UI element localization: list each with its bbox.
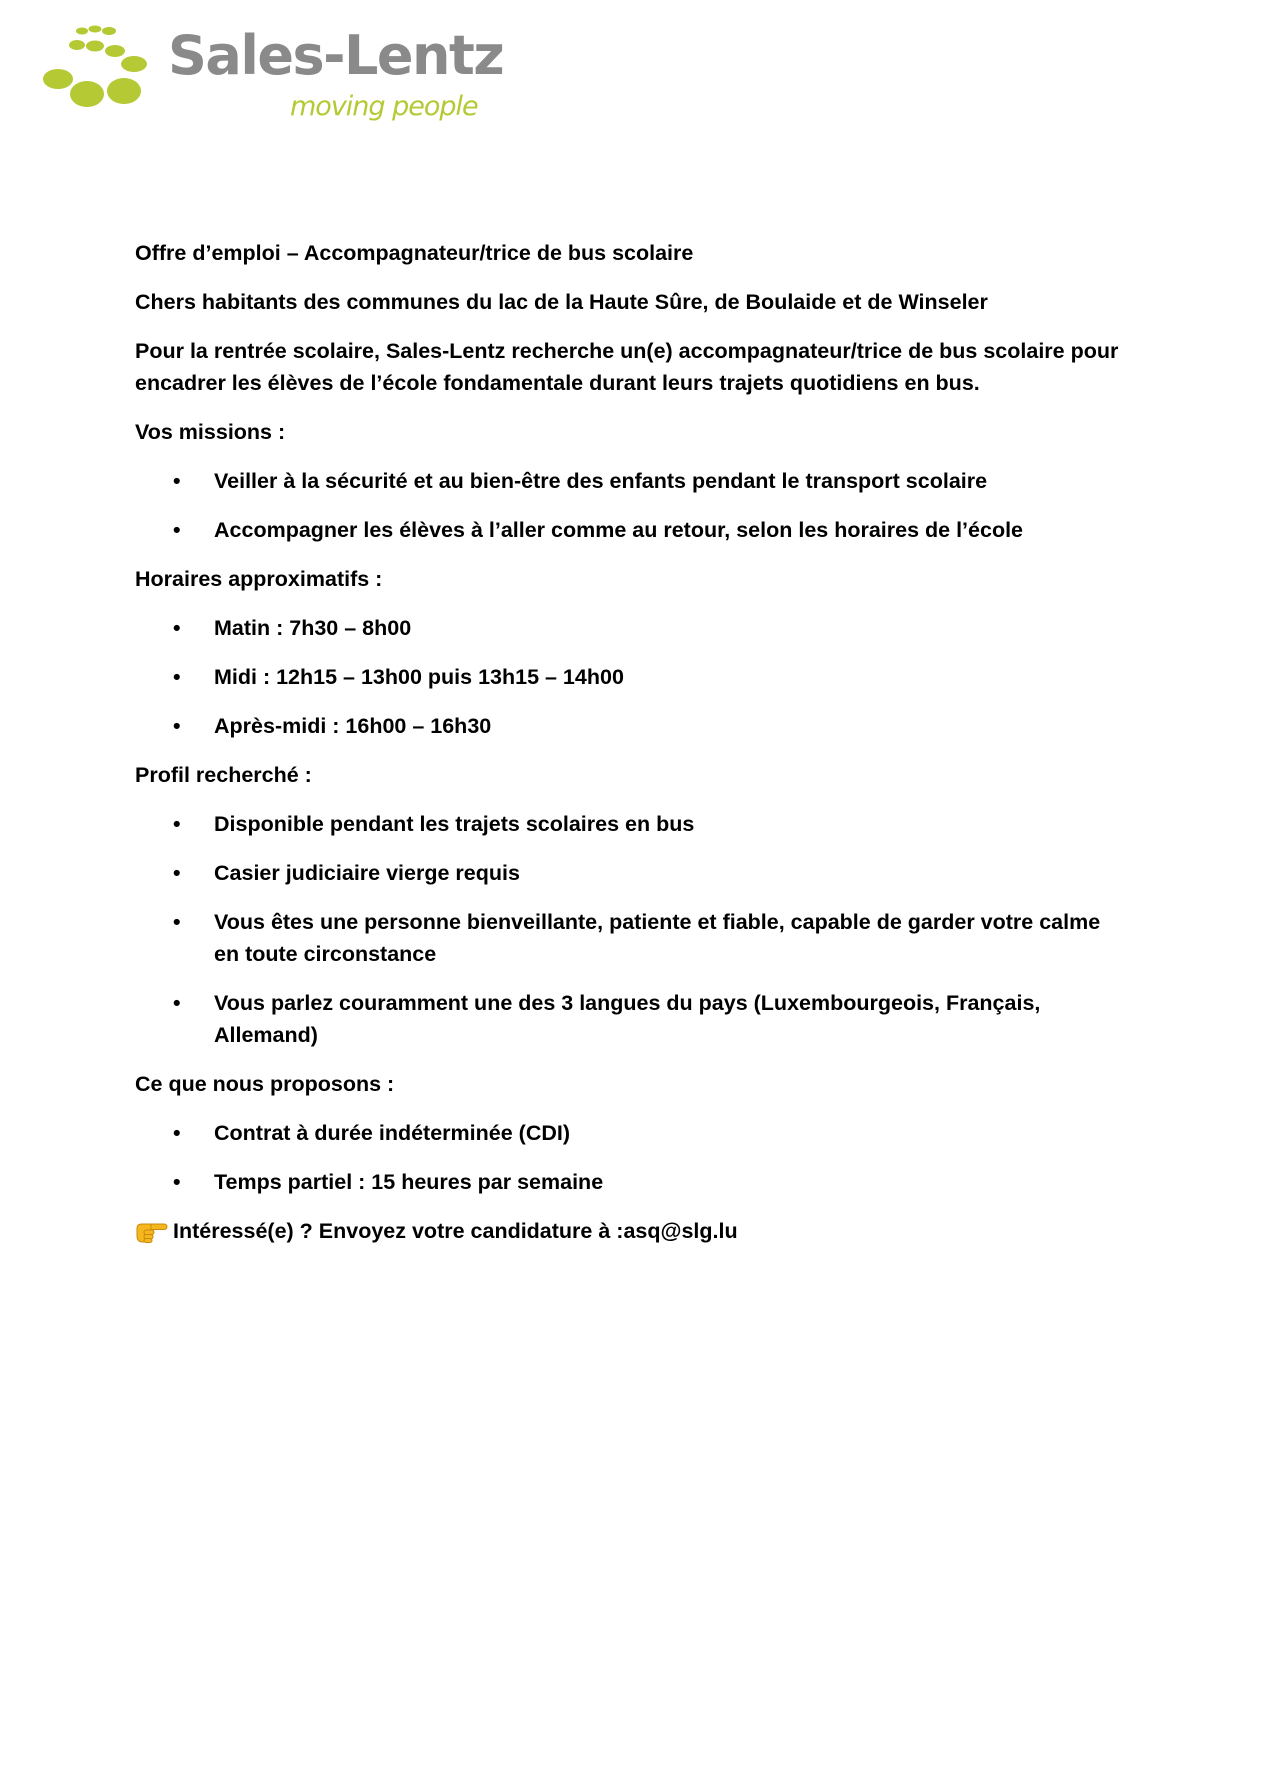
list-item-text: Contrat à durée indéterminée (CDI) — [214, 1121, 570, 1145]
company-logo — [40, 24, 504, 134]
list-item-text: Vous parlez couramment une des 3 langues du pays (Luxembourgeois, Français, Allemand) — [214, 991, 1041, 1047]
schedule-heading: Horaires approximatifs : — [135, 567, 383, 591]
logo-name: Sales-Lentz — [168, 24, 504, 87]
list-item-text: Temps partiel : 15 heures par semaine — [214, 1170, 604, 1194]
offer-list — [135, 1117, 1120, 1198]
pointing-hand-icon — [135, 1215, 169, 1247]
apply-text: Intéressé(e) ? Envoyez votre candidature à : — [173, 1219, 624, 1243]
list-item — [135, 987, 1120, 1051]
bullet: • — [173, 518, 181, 542]
list-item-text: Accompagner les élèves à l’aller comme au retour, selon les horaires de l’école — [214, 518, 1024, 542]
logo-tagline: moving people — [290, 91, 478, 122]
bullet: • — [173, 812, 181, 836]
list-item-text: Disponible pendant les trajets scolaires en bus — [214, 812, 695, 836]
list-item — [135, 514, 1120, 546]
list-item-text: Matin : 7h30 – 8h00 — [214, 616, 412, 640]
list-item-text: Après-midi : 16h00 – 16h30 — [214, 714, 492, 738]
list-item — [135, 661, 1120, 693]
bullet: • — [173, 991, 181, 1015]
list-item-text: Casier judiciaire vierge requis — [214, 861, 520, 885]
offer-title: Offre d’emploi – Accompagnateur/trice de bus scolaire — [135, 241, 694, 265]
list-item — [135, 1117, 1120, 1149]
list-item-text: Veiller à la sécurité et au bien-être des enfants pendant le transport scolaire — [214, 469, 988, 493]
missions-list — [135, 465, 1120, 546]
bullet: • — [173, 1121, 181, 1145]
apply-email-link[interactable]: asq@slg.lu — [623, 1219, 738, 1243]
greeting: Chers habitants des communes du lac de la Haute Sûre, de Boulaide et de Winseler — [135, 290, 988, 314]
list-item-text: Vous êtes une personne bienveillante, patiente et fiable, capable de garder votre calme en toute circonstance — [214, 910, 1101, 966]
missions-heading: Vos missions : — [135, 420, 286, 444]
bullet: • — [173, 861, 181, 885]
list-item-text: Midi : 12h15 – 13h00 puis 13h15 – 14h00 — [214, 665, 624, 689]
list-item — [135, 465, 1120, 497]
bullet: • — [173, 714, 181, 738]
apply-line — [135, 1215, 1120, 1247]
profile-heading: Profil recherché : — [135, 763, 312, 787]
schedule-list — [135, 612, 1120, 742]
intro-paragraph: Pour la rentrée scolaire, Sales-Lentz recherche un(e) accompagnateur/trice de bus scolaire pour encadrer les élèves de l’école fondamentale durant leurs trajets quotidiens en bus. — [135, 339, 1119, 395]
bullet: • — [173, 1170, 181, 1194]
bullet: • — [173, 665, 181, 689]
list-item — [135, 710, 1120, 742]
bullet: • — [173, 910, 181, 934]
profile-list — [135, 808, 1120, 1051]
list-item — [135, 1166, 1120, 1198]
list-item — [135, 857, 1120, 889]
bullet: • — [173, 469, 181, 493]
logo-dots-icon — [40, 24, 170, 114]
job-offer-body — [135, 237, 1120, 1264]
list-item — [135, 906, 1120, 970]
offer-heading: Ce que nous proposons : — [135, 1072, 395, 1096]
list-item — [135, 612, 1120, 644]
bullet: • — [173, 616, 181, 640]
list-item — [135, 808, 1120, 840]
